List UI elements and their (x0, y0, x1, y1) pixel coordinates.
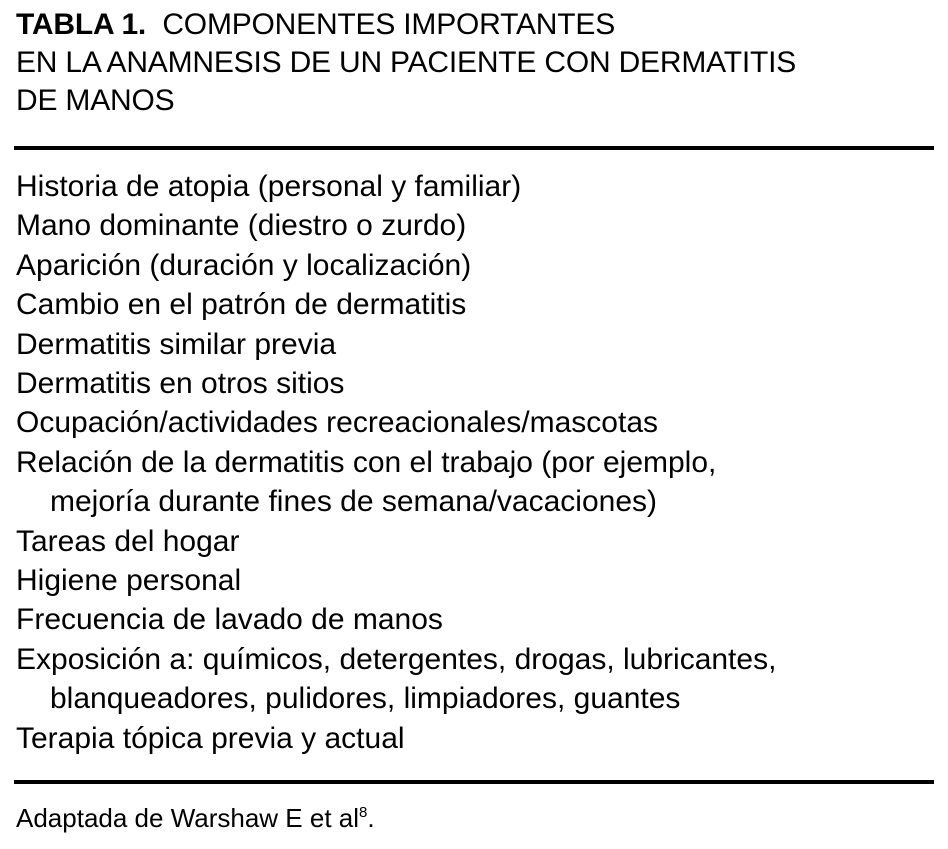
list-item-text: Historia de atopia (personal y familiar) (16, 170, 522, 203)
list-item-continuation: mejoría durante fines de semana/vacaciones) (50, 485, 658, 519)
source-text: Adaptada de Warshaw E et al (16, 803, 360, 833)
list-item-text: Dermatitis similar previa (16, 327, 337, 361)
table-label: TABLA 1. (16, 8, 147, 41)
table-title-line-1 (16, 6, 936, 44)
list-item (16, 206, 934, 245)
list-item-text: Ocupación/actividades recreacionales/mascotas (16, 406, 658, 440)
list-item (16, 167, 934, 206)
list-item (16, 325, 934, 364)
list-item-text: Dermatitis en otros sitios (16, 367, 345, 401)
bottom-rule (14, 780, 934, 784)
list-item-text: Frecuencia de lavado de manos (16, 603, 443, 637)
top-rule (14, 146, 934, 150)
list-item (16, 522, 934, 561)
list-item-text: Exposición a: químicos, detergentes, drogas, lubricantes, (16, 642, 777, 676)
list-item (16, 285, 934, 324)
table-title-text-1: COMPONENTES IMPORTANTES (162, 8, 616, 41)
list-item (16, 364, 934, 403)
list-item-text: Terapia tópica previa y actual (16, 721, 405, 755)
list-item-text: Mano dominante (diestro o zurdo) (16, 209, 467, 243)
list-item (16, 403, 934, 442)
list-item (16, 640, 934, 719)
list-item-text: Higiene personal (16, 564, 242, 598)
anamnesis-items-list (16, 167, 934, 758)
list-item-continuation: blanqueadores, pulidores, limpiadores, guantes (50, 682, 681, 716)
list-item-text: Tareas del hogar (16, 524, 240, 558)
table-title (16, 6, 936, 120)
list-item (16, 246, 934, 285)
list-item-text: Cambio en el patrón de dermatitis (16, 288, 467, 322)
source-reference: 8 (359, 804, 368, 821)
table-title-line-2: EN LA ANAMNESIS DE UN PACIENTE CON DERMATITIS (16, 46, 797, 79)
list-item (16, 561, 934, 600)
list-item-text: Relación de la dermatitis con el trabajo (por ejemplo, (16, 445, 717, 479)
list-item (16, 443, 934, 522)
list-item (16, 600, 934, 639)
list-item (16, 719, 934, 758)
source-end: . (367, 803, 375, 833)
source-note (16, 801, 375, 835)
table-title-line-3: DE MANOS (16, 84, 175, 117)
list-item-text: Aparición (duración y localización) (16, 248, 472, 282)
